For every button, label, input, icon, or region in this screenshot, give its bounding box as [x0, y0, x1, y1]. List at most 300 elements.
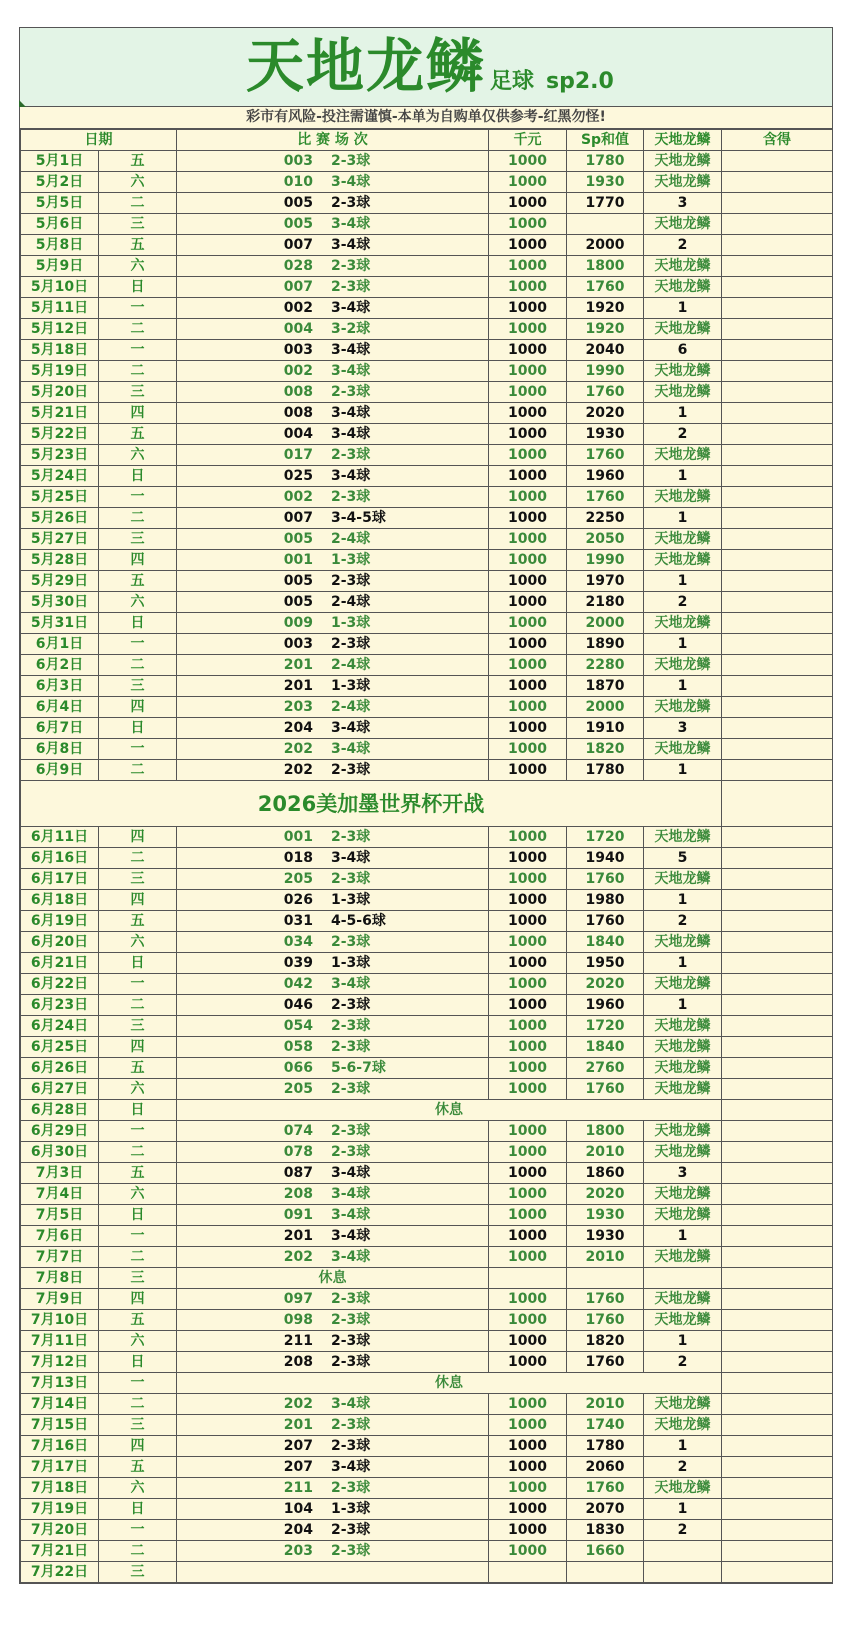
- weekday-cell: 六: [99, 256, 177, 277]
- won-cell: [722, 1373, 833, 1394]
- weekday-cell: 一: [99, 1520, 177, 1541]
- stake-cell: 1000: [489, 508, 567, 529]
- stake-cell: 1000: [489, 1247, 567, 1268]
- sp-cell: 1930: [567, 1205, 644, 1226]
- goal-range: 2-3球: [331, 258, 371, 274]
- won-cell: [722, 1163, 833, 1184]
- won-cell: [722, 1457, 833, 1478]
- match-code: 005: [283, 573, 313, 589]
- date-cell: 5月29日: [21, 571, 99, 592]
- table-row: [21, 1436, 833, 1457]
- won-cell: [722, 550, 833, 571]
- table-row: [21, 911, 833, 932]
- goal-range: 2-3球: [331, 1081, 371, 1097]
- date-cell: 7月12日: [21, 1352, 99, 1373]
- stake-cell: 1000: [489, 760, 567, 781]
- match-cell: [177, 760, 489, 781]
- date-cell: 6月9日: [21, 760, 99, 781]
- table-row: [21, 277, 833, 298]
- match-code: 202: [283, 1396, 313, 1412]
- result-cell: 天地龙鳞: [644, 1394, 722, 1415]
- sp-cell: 1760: [567, 869, 644, 890]
- goal-range: 3-4球: [331, 1186, 371, 1202]
- match-code: 009: [283, 615, 313, 631]
- table-row: [21, 256, 833, 277]
- date-cell: 7月14日: [21, 1394, 99, 1415]
- weekday-cell: 四: [99, 1289, 177, 1310]
- weekday-cell: 一: [99, 340, 177, 361]
- weekday-cell: 二: [99, 1541, 177, 1562]
- won-cell: [722, 1079, 833, 1100]
- rest-cell: 休息: [177, 1100, 722, 1121]
- match-cell: [177, 974, 489, 995]
- won-cell: [722, 1520, 833, 1541]
- table-row: [21, 487, 833, 508]
- match-cell: [177, 592, 489, 613]
- stake-cell: 1000: [489, 1310, 567, 1331]
- table-row: [21, 550, 833, 571]
- match-cell: [177, 1184, 489, 1205]
- won-cell: [722, 1394, 833, 1415]
- sp-cell: 2020: [567, 403, 644, 424]
- won-cell: [722, 613, 833, 634]
- result-cell: 天地龙鳞: [644, 827, 722, 848]
- match-code: 026: [283, 892, 313, 908]
- result-cell: 天地龙鳞: [644, 697, 722, 718]
- subtitle-sport: 足球: [490, 69, 535, 94]
- match-cell: [177, 1331, 489, 1352]
- result-cell: 1: [644, 995, 722, 1016]
- match-cell: [177, 403, 489, 424]
- result-cell: 3: [644, 193, 722, 214]
- match-code: 042: [283, 976, 313, 992]
- sp-cell: 1930: [567, 172, 644, 193]
- date-cell: 5月27日: [21, 529, 99, 550]
- sp-cell: 1980: [567, 890, 644, 911]
- weekday-cell: 五: [99, 424, 177, 445]
- sp-cell: 1760: [567, 487, 644, 508]
- weekday-cell: 五: [99, 1310, 177, 1331]
- weekday-cell: 六: [99, 1478, 177, 1499]
- rest-cell: 休息: [177, 1268, 489, 1289]
- sp-cell: 1760: [567, 1310, 644, 1331]
- stake-cell: 1000: [489, 235, 567, 256]
- sp-cell: 1820: [567, 739, 644, 760]
- sp-cell: 2060: [567, 1457, 644, 1478]
- table-row: [21, 890, 833, 911]
- empty-cell: [644, 1268, 722, 1289]
- match-code: 074: [283, 1123, 313, 1139]
- match-code: 211: [283, 1480, 313, 1496]
- table-row: [21, 848, 833, 869]
- match-code: 201: [283, 657, 313, 673]
- match-cell: [177, 1520, 489, 1541]
- header-match: 比 赛 场 次: [177, 130, 489, 151]
- match-cell: [177, 655, 489, 676]
- result-cell: 1: [644, 298, 722, 319]
- table-row: [21, 466, 833, 487]
- stake-cell: 1000: [489, 487, 567, 508]
- weekday-cell: 日: [99, 1352, 177, 1373]
- result-cell: 5: [644, 848, 722, 869]
- table-row: [21, 1058, 833, 1079]
- date-cell: 6月26日: [21, 1058, 99, 1079]
- table-row: [21, 529, 833, 550]
- match-code: 003: [283, 636, 313, 652]
- result-cell: 天地龙鳞: [644, 172, 722, 193]
- match-cell: [177, 1352, 489, 1373]
- table-row: [21, 1499, 833, 1520]
- sp-cell: 1760: [567, 1079, 644, 1100]
- match-code: 007: [283, 510, 313, 526]
- date-cell: 7月18日: [21, 1478, 99, 1499]
- date-cell: 6月17日: [21, 869, 99, 890]
- header-won: 含得: [722, 130, 833, 151]
- won-cell: [722, 911, 833, 932]
- weekday-cell: 四: [99, 1436, 177, 1457]
- sp-cell: 1780: [567, 151, 644, 172]
- match-cell: [177, 1415, 489, 1436]
- date-cell: 5月18日: [21, 340, 99, 361]
- match-cell: [177, 911, 489, 932]
- weekday-cell: 二: [99, 1394, 177, 1415]
- date-cell: 6月18日: [21, 890, 99, 911]
- weekday-cell: 一: [99, 1226, 177, 1247]
- match-code: 097: [283, 1291, 313, 1307]
- goal-range: 3-4球: [331, 342, 371, 358]
- stake-cell: 1000: [489, 1037, 567, 1058]
- match-cell: [177, 613, 489, 634]
- weekday-cell: 六: [99, 172, 177, 193]
- match-cell: [177, 382, 489, 403]
- result-cell: 天地龙鳞: [644, 361, 722, 382]
- match-code: 005: [283, 216, 313, 232]
- stake-cell: 1000: [489, 445, 567, 466]
- stake-cell: 1000: [489, 298, 567, 319]
- match-cell: [177, 445, 489, 466]
- won-cell: [722, 319, 833, 340]
- weekday-cell: 三: [99, 869, 177, 890]
- banner-row: [21, 781, 833, 827]
- sp-cell: 1760: [567, 911, 644, 932]
- date-cell: 7月22日: [21, 1562, 99, 1583]
- result-cell: 1: [644, 634, 722, 655]
- won-cell: [722, 932, 833, 953]
- weekday-cell: 一: [99, 1373, 177, 1394]
- match-cell: [177, 508, 489, 529]
- date-cell: 7月4日: [21, 1184, 99, 1205]
- date-cell: 7月7日: [21, 1247, 99, 1268]
- table-row: [21, 340, 833, 361]
- date-cell: 5月22日: [21, 424, 99, 445]
- result-cell: 天地龙鳞: [644, 1016, 722, 1037]
- weekday-cell: 四: [99, 550, 177, 571]
- table-row: [21, 697, 833, 718]
- date-cell: 7月16日: [21, 1436, 99, 1457]
- won-cell: [722, 1310, 833, 1331]
- match-code: 098: [283, 1312, 313, 1328]
- stake-cell: 1000: [489, 890, 567, 911]
- stake-cell: 1000: [489, 613, 567, 634]
- match-cell: [177, 995, 489, 1016]
- stake-cell: 1000: [489, 214, 567, 235]
- date-cell: 7月8日: [21, 1268, 99, 1289]
- match-cell: [177, 953, 489, 974]
- match-cell: [177, 1289, 489, 1310]
- match-cell: [177, 256, 489, 277]
- goal-range: 2-4球: [331, 657, 371, 673]
- header-stake: 千元: [489, 130, 567, 151]
- sp-cell: 2000: [567, 697, 644, 718]
- result-cell: 天地龙鳞: [644, 319, 722, 340]
- weekday-cell: 一: [99, 487, 177, 508]
- won-cell: [722, 655, 833, 676]
- table-row: [21, 1163, 833, 1184]
- sp-cell: 1830: [567, 1520, 644, 1541]
- match-code: 010: [283, 174, 313, 190]
- won-cell: [722, 1436, 833, 1457]
- result-cell: 天地龙鳞: [644, 382, 722, 403]
- date-cell: 6月2日: [21, 655, 99, 676]
- won-cell: [722, 697, 833, 718]
- won-cell: [722, 172, 833, 193]
- table-row: [21, 1373, 833, 1394]
- sp-cell: 1800: [567, 256, 644, 277]
- stake-cell: 1000: [489, 424, 567, 445]
- table-row: [21, 1562, 833, 1583]
- date-cell: 6月3日: [21, 676, 99, 697]
- weekday-cell: 五: [99, 571, 177, 592]
- won-cell: [722, 1499, 833, 1520]
- sp-cell: 1910: [567, 718, 644, 739]
- goal-range: 2-3球: [331, 447, 371, 463]
- match-code: 008: [283, 384, 313, 400]
- table-row: [21, 634, 833, 655]
- won-cell: [722, 403, 833, 424]
- result-cell: 天地龙鳞: [644, 1121, 722, 1142]
- weekday-cell: 五: [99, 1457, 177, 1478]
- goal-range: 2-3球: [331, 384, 371, 400]
- match-cell: [177, 1478, 489, 1499]
- page-title: 天地龙鳞: [246, 32, 487, 100]
- date-cell: 5月26日: [21, 508, 99, 529]
- date-cell: 6月1日: [21, 634, 99, 655]
- won-cell: [722, 529, 833, 550]
- goal-range: 2-3球: [331, 829, 371, 845]
- result-cell: 天地龙鳞: [644, 739, 722, 760]
- weekday-cell: 六: [99, 592, 177, 613]
- date-cell: 5月8日: [21, 235, 99, 256]
- table-row: [21, 172, 833, 193]
- result-cell: 天地龙鳞: [644, 529, 722, 550]
- result-cell: 1: [644, 676, 722, 697]
- weekday-cell: 四: [99, 403, 177, 424]
- won-cell: [722, 445, 833, 466]
- result-cell: 天地龙鳞: [644, 1037, 722, 1058]
- match-cell: [177, 361, 489, 382]
- empty-cell: [567, 1268, 644, 1289]
- stake-cell: 1000: [489, 1289, 567, 1310]
- stake-cell: 1000: [489, 932, 567, 953]
- result-cell: 1: [644, 466, 722, 487]
- match-cell: [177, 932, 489, 953]
- table-row: [21, 760, 833, 781]
- won-cell: [722, 382, 833, 403]
- sp-cell: 2020: [567, 1184, 644, 1205]
- sp-cell: 1740: [567, 1415, 644, 1436]
- sp-cell: 1760: [567, 1478, 644, 1499]
- result-cell: 2: [644, 1457, 722, 1478]
- result-cell: 2: [644, 911, 722, 932]
- table-row: [21, 1142, 833, 1163]
- weekday-cell: 日: [99, 466, 177, 487]
- won-cell: [722, 634, 833, 655]
- date-cell: 6月27日: [21, 1079, 99, 1100]
- date-cell: 5月9日: [21, 256, 99, 277]
- result-cell: 天地龙鳞: [644, 487, 722, 508]
- stake-cell: 1000: [489, 1142, 567, 1163]
- banner-text: 2026美加墨世界杯开战: [21, 781, 722, 827]
- stake-cell: 1000: [489, 1121, 567, 1142]
- match-code: 201: [283, 678, 313, 694]
- sp-cell: 1930: [567, 1226, 644, 1247]
- weekday-cell: 二: [99, 655, 177, 676]
- result-cell: 天地龙鳞: [644, 1289, 722, 1310]
- match-cell: [177, 298, 489, 319]
- table-row: [21, 974, 833, 995]
- stake-cell: 1000: [489, 1457, 567, 1478]
- date-cell: 6月25日: [21, 1037, 99, 1058]
- result-cell: 天地龙鳞: [644, 1478, 722, 1499]
- sp-cell: 1920: [567, 319, 644, 340]
- match-cell: [177, 848, 489, 869]
- result-cell: 天地龙鳞: [644, 550, 722, 571]
- goal-range: 2-3球: [331, 489, 371, 505]
- won-cell: [722, 235, 833, 256]
- stake-cell: 1000: [489, 953, 567, 974]
- weekday-cell: 六: [99, 1331, 177, 1352]
- goal-range: 3-4球: [331, 1165, 371, 1181]
- weekday-cell: 三: [99, 382, 177, 403]
- goal-range: 2-3球: [331, 1123, 371, 1139]
- match-code: 203: [283, 1543, 313, 1559]
- stake-cell: 1000: [489, 1079, 567, 1100]
- table-row: [21, 953, 833, 974]
- goal-range: 3-4球: [331, 741, 371, 757]
- sp-cell: 1930: [567, 424, 644, 445]
- stake-cell: 1000: [489, 1205, 567, 1226]
- match-code: 031: [283, 913, 313, 929]
- goal-range: 1-3球: [331, 678, 371, 694]
- won-cell: [722, 1478, 833, 1499]
- date-cell: 5月6日: [21, 214, 99, 235]
- weekday-cell: 日: [99, 953, 177, 974]
- table-row: [21, 1205, 833, 1226]
- stake-cell: 1000: [489, 592, 567, 613]
- goal-range: 3-4球: [331, 720, 371, 736]
- match-code: 034: [283, 934, 313, 950]
- weekday-cell: 三: [99, 1016, 177, 1037]
- stake-cell: 1000: [489, 256, 567, 277]
- match-code: 058: [283, 1039, 313, 1055]
- match-cell: [177, 827, 489, 848]
- match-code: 005: [283, 594, 313, 610]
- won-cell: [722, 953, 833, 974]
- result-cell: 天地龙鳞: [644, 1184, 722, 1205]
- match-cell: [177, 193, 489, 214]
- date-cell: 7月13日: [21, 1373, 99, 1394]
- weekday-cell: 六: [99, 1184, 177, 1205]
- sp-cell: 1840: [567, 1037, 644, 1058]
- date-cell: 6月24日: [21, 1016, 99, 1037]
- match-cell: [177, 172, 489, 193]
- sp-cell: 1760: [567, 1289, 644, 1310]
- date-cell: 7月20日: [21, 1520, 99, 1541]
- goal-range: 3-4球: [331, 237, 371, 253]
- won-cell: [722, 760, 833, 781]
- won-cell: [722, 277, 833, 298]
- weekday-cell: 日: [99, 613, 177, 634]
- weekday-cell: 四: [99, 890, 177, 911]
- stake-cell: 1000: [489, 739, 567, 760]
- header-row: [21, 130, 833, 151]
- table-row: [21, 424, 833, 445]
- sp-cell: 2070: [567, 1499, 644, 1520]
- table-row: [21, 298, 833, 319]
- date-cell: 5月10日: [21, 277, 99, 298]
- table-row: [21, 571, 833, 592]
- weekday-cell: 一: [99, 298, 177, 319]
- table-row: [21, 193, 833, 214]
- stake-cell: 1000: [489, 1541, 567, 1562]
- date-cell: 6月16日: [21, 848, 99, 869]
- goal-range: 2-3球: [331, 1543, 371, 1559]
- stake-cell: 1000: [489, 1184, 567, 1205]
- weekday-cell: 三: [99, 676, 177, 697]
- sp-cell: 2010: [567, 1394, 644, 1415]
- stake-cell: 1000: [489, 1226, 567, 1247]
- table-row: [21, 382, 833, 403]
- result-cell: 1: [644, 508, 722, 529]
- table-row: [21, 827, 833, 848]
- date-cell: 5月25日: [21, 487, 99, 508]
- stake-cell: 1000: [489, 319, 567, 340]
- stake-cell: 1000: [489, 634, 567, 655]
- stake-cell: 1000: [489, 827, 567, 848]
- goal-range: 2-4球: [331, 531, 371, 547]
- weekday-cell: 日: [99, 277, 177, 298]
- rest-cell: 休息: [177, 1373, 722, 1394]
- weekday-cell: 日: [99, 1205, 177, 1226]
- sp-cell: 2180: [567, 592, 644, 613]
- result-cell: 6: [644, 340, 722, 361]
- result-cell: 天地龙鳞: [644, 869, 722, 890]
- table-row: [21, 1268, 833, 1289]
- won-cell: [722, 739, 833, 760]
- weekday-cell: 三: [99, 1562, 177, 1583]
- table-row: [21, 869, 833, 890]
- match-cell: [177, 676, 489, 697]
- match-code: 201: [283, 1228, 313, 1244]
- goal-range: 1-3球: [331, 552, 371, 568]
- date-cell: 5月19日: [21, 361, 99, 382]
- goal-range: 4-5-6球: [331, 913, 386, 929]
- table-row: [21, 1247, 833, 1268]
- match-code: 205: [283, 1081, 313, 1097]
- result-cell: 天地龙鳞: [644, 1205, 722, 1226]
- stake-cell: 1000: [489, 382, 567, 403]
- match-cell: [177, 550, 489, 571]
